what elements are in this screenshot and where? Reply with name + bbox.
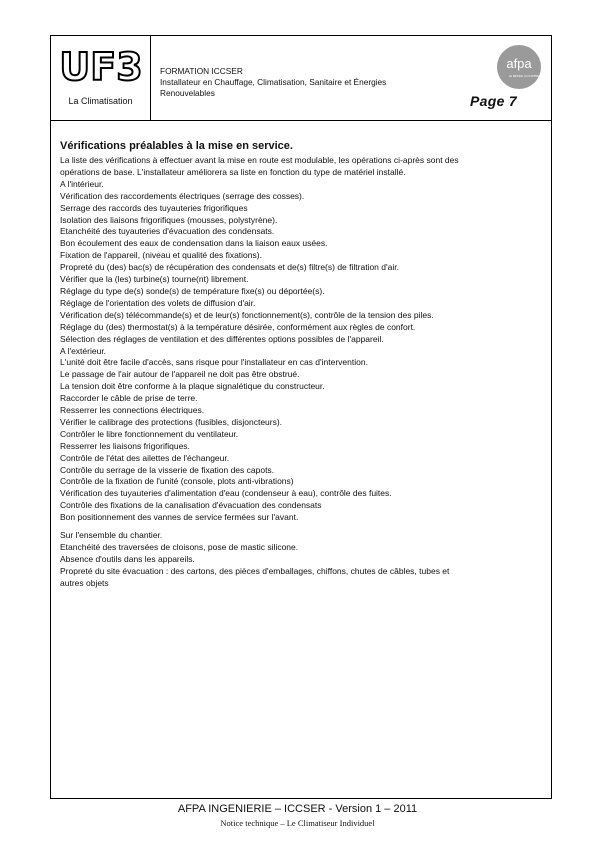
text-line: Bon positionnement des vannes de service fermées sur l'avant. [60, 512, 299, 523]
text-line: Resserrer les connections électriques. [60, 405, 205, 416]
module-subtitle: La Climatisation [68, 96, 133, 106]
text-line: Propreté du site évacuation : des cartons, des pièces d'emballages, chiffons, chutes de câbles, tubes et [60, 565, 450, 576]
text-line: Contrôle de l'état des ailettes de l'échangeur. [60, 452, 230, 463]
text-line: Raccorder le câble de prise de terre. [60, 393, 198, 404]
formation-line-3: Renouvelables [160, 88, 215, 98]
text-line: L'unité doit être facile d'accès, sans risque pour l'installateur en cas d'intervention. [60, 357, 368, 368]
checklist [60, 155, 542, 524]
text-line: Resserrer les liaisons frigorifiques. [60, 440, 190, 451]
text-line: Vérifier le calibrage des protections (fusibles, disjoncteurs). [60, 416, 283, 427]
text-line: Contrôle du serrage de la visserie de fixation des capots. [60, 464, 275, 475]
text-line: opérations de base. L'installateur améliorera sa liste en fonction du type de matériel installé. [60, 166, 406, 177]
text-line: Isolation des liaisons frigorifiques (mousses, polystyrène). [60, 214, 278, 225]
text-line: Fixation de l'appareil, (niveau et qualité des fixations). [60, 250, 262, 261]
afpa-logo [496, 44, 542, 90]
uf3-logo [59, 44, 143, 89]
module-logo-cell [51, 36, 151, 120]
text-line: Contrôler le libre fonctionnement du ventilateur. [60, 428, 239, 439]
afpa-logo-text: afpa [506, 56, 532, 71]
footer-sub: Notice technique – Le Climatiseur Individuel [220, 818, 375, 828]
text-line: Vérification des raccordements électriques (serrage des cosses). [60, 190, 305, 201]
text-line: Réglage du (des) thermostat(s) à la température désirée, conformément aux règles de confort. [60, 321, 416, 332]
text-line: A l'intérieur. [60, 178, 104, 189]
page-number: Page 7 [470, 93, 517, 109]
text-line: Contrôle de la fixation de l'unité (console, plots anti-vibrations) [60, 476, 294, 487]
page-frame [50, 35, 552, 799]
formation-block [160, 66, 460, 99]
text-line: Sélection des réglages de ventilation et des différentes options possibles de l'appareil. [60, 333, 384, 344]
text-line: Réglage de l'orientation des volets de diffusion d'air. [60, 297, 256, 308]
text-line: Sur l'ensemble du chantier. [60, 530, 163, 541]
site-checklist [60, 530, 542, 590]
afpa-tagline: LE MÉTIER, ÇA S'APPREND [508, 75, 544, 78]
text-line: Serrage des raccords des tuyauteries frigorifiques [60, 202, 248, 213]
text-line: Bon écoulement des eaux de condensation dans la liaison eaux usées. [60, 238, 328, 249]
text-line: Etanchéité des tuyauteries d'évacuation des condensats. [60, 226, 275, 237]
formation-line-1: FORMATION ICCSER [160, 66, 243, 76]
text-line: Réglage du type de(s) sonde(s) de température fixe(s) ou déportée(s). [60, 285, 325, 296]
uf3-logo-text: UF3 [59, 45, 143, 89]
text-line: Vérifier que la (les) turbine(s) tourne(nt) librement. [60, 274, 249, 285]
text-line: Vérification des tuyauteries d'alimentation d'eau (condenseur à eau), contrôle des fuites. [60, 488, 392, 499]
text-line: Contrôle des fixations de la canalisation d'évacuation des condensats [60, 500, 322, 511]
text-line: A l'extérieur. [60, 345, 107, 356]
text-line: Le passage de l'air autour de l'appareil ne doit pas être obstrué. [60, 369, 300, 380]
text-line: La liste des vérifications à effectuer avant la mise en route est modulable, les opérations ci-après sont des [60, 155, 459, 165]
text-line: Vérification de(s) télécommande(s) et de leur(s) fonctionnement(s), contrôle de la tension des piles. [60, 309, 434, 320]
text-line: Etanchéité des traversées de cloisons, pose de mastic silicone. [60, 542, 299, 552]
header [51, 36, 551, 121]
content [60, 140, 542, 590]
text-line: Propreté du (des) bac(s) de récupération des condensats et de(s) filtre(s) de filtration d'air. [60, 262, 399, 273]
text-line: autres objets [60, 577, 109, 588]
formation-line-2: Installateur en Chauffage, Climatisation, Sanitaire et Énergies [160, 77, 387, 87]
footer-main: AFPA INGENIERIE – ICCSER - Version 1 – 2011 [177, 803, 418, 815]
text-line: La tension doit être conforme à la plaque signalétique du constructeur. [60, 381, 325, 392]
text-line: Absence d'outils dans les appareils. [60, 553, 195, 564]
section-title: Vérifications préalables à la mise en service. [60, 140, 293, 152]
